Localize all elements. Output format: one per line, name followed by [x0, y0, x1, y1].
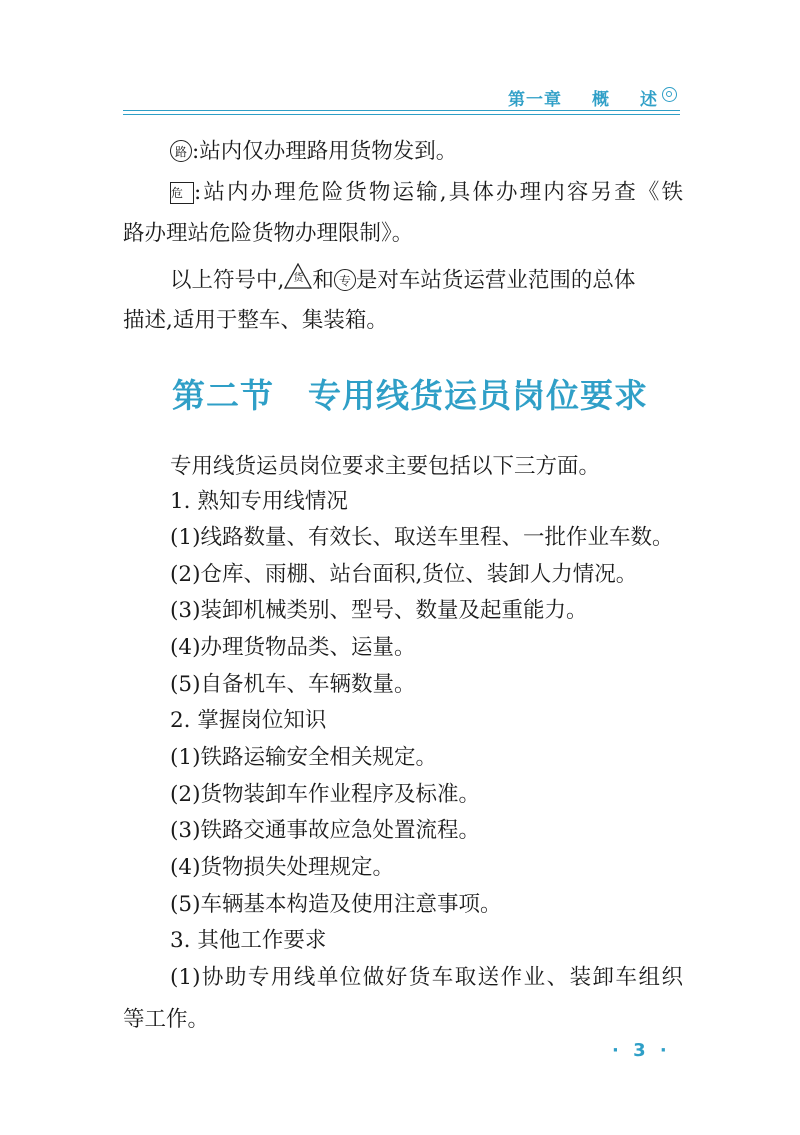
paragraph-lu — [170, 137, 683, 167]
triangle-huo-label: 货 — [293, 273, 304, 284]
list-heading-1: 1. 熟知专用线情况 — [170, 489, 348, 514]
list-item: (1)铁路运输安全相关规定。 — [170, 745, 437, 770]
section-title: 专用线货运员岗位要求 — [308, 376, 648, 415]
summary-and: 和 — [312, 268, 334, 293]
list-item: (4)办理货物品类、运量。 — [170, 635, 416, 660]
header-rule-bottom — [123, 114, 680, 115]
box-wei-symbol: 危 — [170, 182, 194, 204]
circle-zhuan-symbol: 专 — [334, 269, 356, 291]
list-item: (5)自备机车、车辆数量。 — [170, 672, 416, 697]
paragraph-summary-line1 — [170, 263, 683, 296]
list-heading-2: 2. 掌握岗位知识 — [170, 708, 327, 733]
chapter-title-part2: 述 — [640, 90, 658, 110]
chapter-title-part1: 概 — [592, 90, 610, 110]
body-intro: 专用线货运员岗位要求主要包括以下三方面。 — [170, 454, 601, 479]
list-item: (2)货物装卸车作业程序及标准。 — [170, 782, 480, 807]
summary-prefix: 以上符号中, — [170, 268, 285, 293]
list-item-continuation: 等工作。 — [123, 1007, 210, 1032]
circle-lu-symbol: 路 — [170, 140, 192, 162]
list-item: (1)线路数量、有效长、取送车里程、一批作业车数。 — [170, 525, 674, 550]
paragraph-wei-line1 — [170, 178, 683, 208]
running-head — [0, 85, 658, 110]
paragraph-wei-line2: 路办理站危险货物办理限制》。 — [123, 221, 414, 246]
section-number: 第二节 — [172, 376, 274, 415]
chapter-label: 第一章 — [508, 90, 562, 110]
summary-suffix: 是对车站货运营业范围的总体 — [355, 268, 636, 293]
list-item: (2)仓库、雨棚、站台面积,货位、装卸人力情况。 — [170, 562, 638, 587]
paragraph-wei-text: :站内办理危险货物运输,具体办理内容另查《铁 — [194, 180, 683, 205]
list-item: (1)协助专用线单位做好货车取送作业、装卸车组织 — [170, 965, 683, 990]
list-item: (4)货物损失处理规定。 — [170, 855, 394, 880]
page-number: · 3 · — [612, 1040, 671, 1061]
header-rule-top — [123, 110, 680, 111]
double-circle-icon — [662, 87, 677, 102]
paragraph-lu-text: :站内仅办理路用货物发到。 — [192, 139, 458, 164]
section-heading — [172, 370, 648, 417]
triangle-huo-symbol — [284, 263, 312, 289]
paragraph-summary-line2: 描述,适用于整车、集装箱。 — [123, 308, 388, 333]
list-item: (5)车辆基本构造及使用注意事项。 — [170, 892, 502, 917]
list-heading-3: 3. 其他工作要求 — [170, 928, 327, 953]
list-item: (3)装卸机械类别、型号、数量及起重能力。 — [170, 598, 588, 623]
list-item: (3)铁路交通事故应急处置流程。 — [170, 818, 480, 843]
